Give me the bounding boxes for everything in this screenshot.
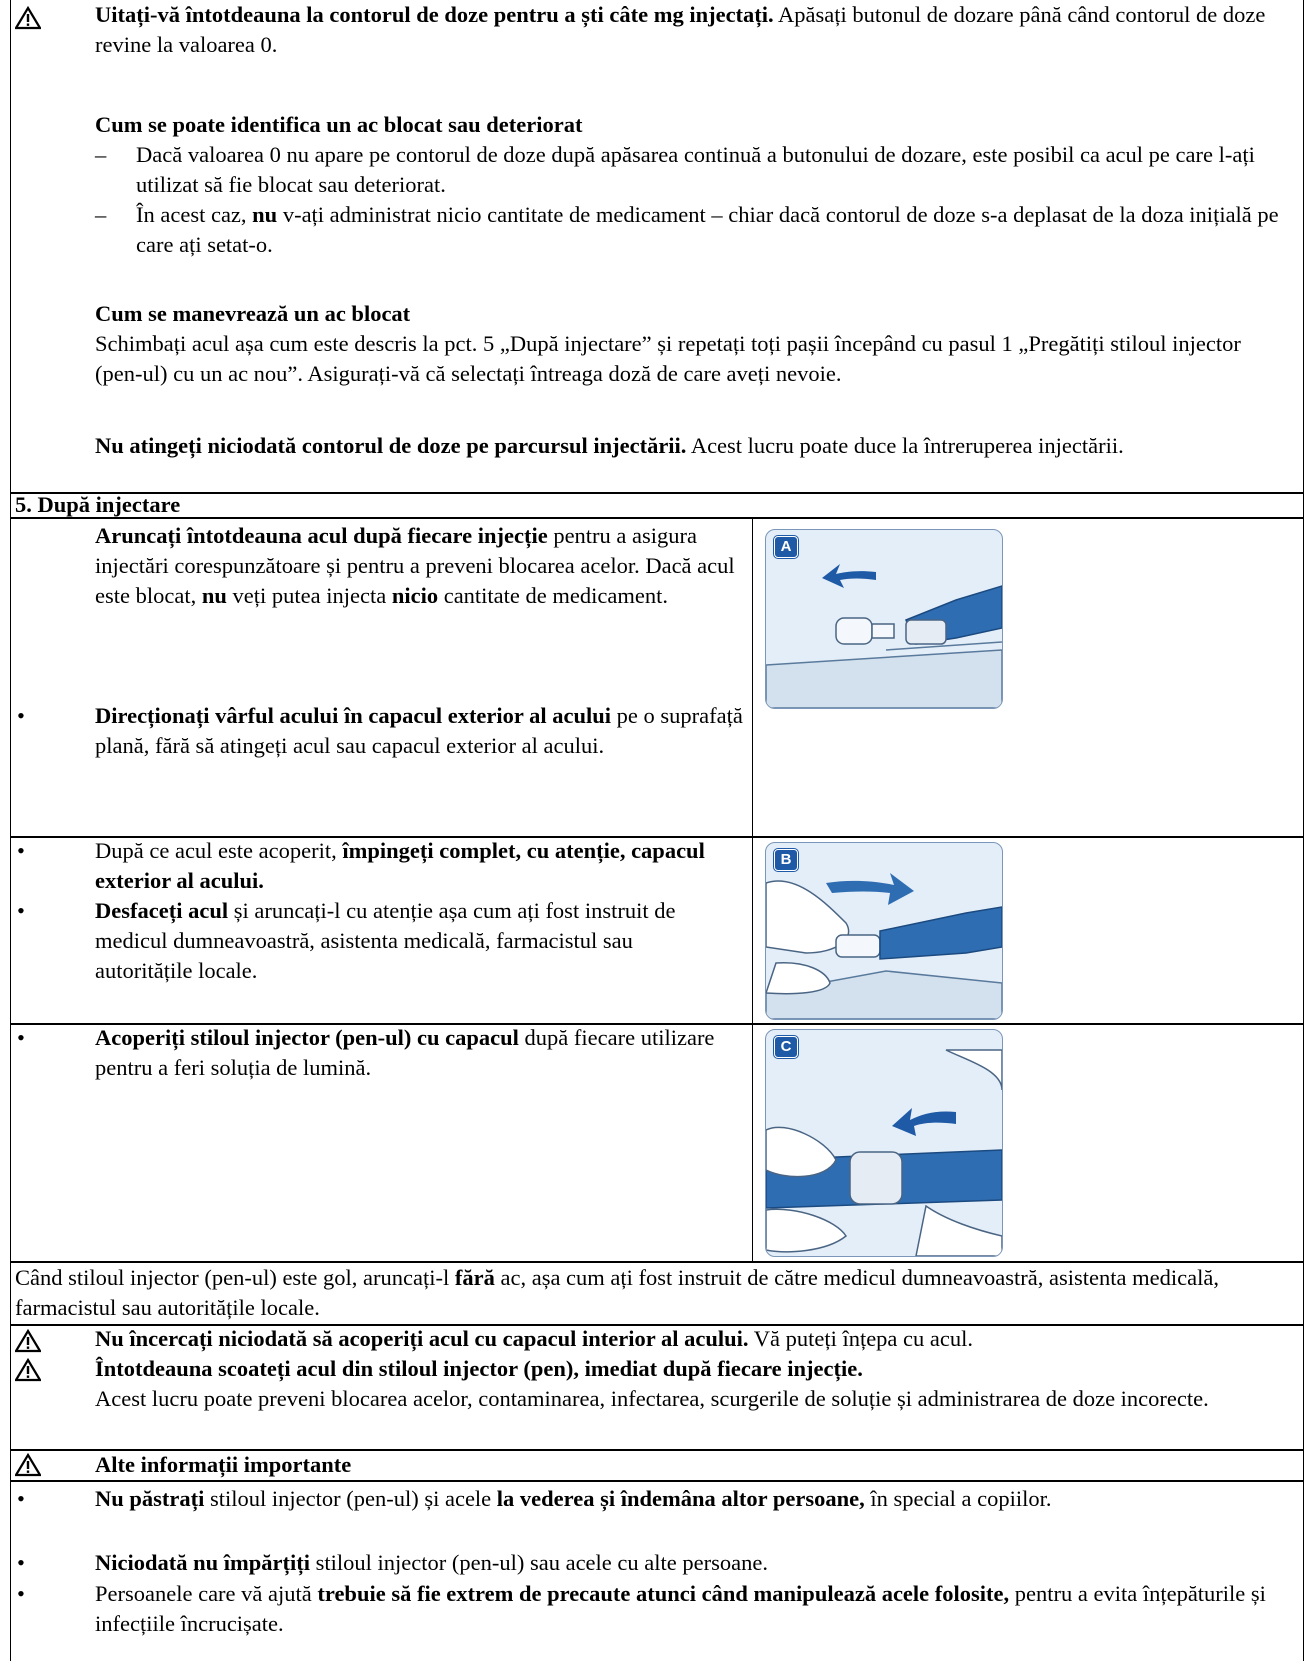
list-item: Persoanele care vă ajută trebuie să fie extrem de precaute atunci când manipulează acele folosite, pentru a evita înțepăturile și infecțiile încrucișate. (95, 1581, 1266, 1636)
figure-label: B (774, 849, 798, 871)
list-item: Niciodată nu împărțiți stiloul injector (pen-ul) sau acele cu alte persoane. (95, 1550, 768, 1575)
push-cap-text: După ce acul este acoperit, împingeți complet, cu atenție, capacul exterior al acului. (95, 838, 705, 893)
discard-needle-text: Aruncați întotdeauna acul după fiecare injecție pentru a asigura injectări corespunzătoare și pentru a preveni blocarea acelor. Dacă acul este blocat, nu veți putea injecta nicio cantitate de medicament. (95, 523, 735, 608)
figure-a (765, 529, 1003, 709)
other-info-header (10, 1450, 1304, 1481)
handle-needle-text: Schimbați acul așa cum este descris la pct. 5 „După injectare” și repetați toți pașii începând cu pasul 1 „Pregătiți stiloul injector (pen-ul) cu un ac nou”. Asigurați-vă că selectați întreaga doză de care aveți nevoie. (95, 331, 1241, 386)
warnings-row (10, 1325, 1304, 1450)
handle-needle-heading: Cum se manevrează un ac blocat (95, 301, 411, 326)
figure-label: C (774, 1036, 798, 1058)
empty-pen-text: Când stiloul injector (pen-ul) este gol, aruncați-l fără ac, așa cum ați fost instruit de către medicul dumneavoastră, asistenta medicală, farmacistul sau autoritățile locale. (15, 1265, 1219, 1320)
step-row-a: Aruncați întotdeauna acul după fiecare injecție pentru a asigura injectări corespunzătoare și pentru a preveni blocarea acelor. Dacă acul este blocat, nu veți putea injecta nicio cantitate de medicament. • Direcționați vârful acului în capacul exterior al acului pe o suprafață plană, fără să atingeți acul sau capacul exterior al acului. A (10, 518, 1304, 837)
blocked-dash-item: – În acest caz, nu v-ați administrat nicio cantitate de medicament – chiar dacă contorul de doze s-a deplasat de la doza inițială pe care ați setat-o. (95, 202, 1279, 257)
empty-pen-row (10, 1262, 1304, 1325)
needle-cap-illustration (766, 530, 1002, 708)
remove-needle-illustration (766, 843, 1002, 1019)
cap-pen-text: Acoperiți stiloul injector (pen-ul) cu capacul după fiecare utilizare pentru a feri soluția de lumină. (95, 1025, 715, 1080)
top-section (10, 0, 1304, 493)
unscrew-needle-text: Desfaceți acul și aruncați-l cu atenție așa cum ați fost instruit de medicul dumneavoastră, asistenta medicală, farmacistul sau autoritățile locale. (95, 898, 676, 983)
step-row-c: • Acoperiți stiloul injector (pen-ul) cu capacul după fiecare utilizare pentru a feri soluția de lumină. C (10, 1024, 1304, 1262)
other-info-heading: Alte informații importante (95, 1452, 352, 1477)
cap-pen-illustration (766, 1030, 1002, 1256)
warning-dose-counter: Uitați-vă întotdeauna la contorul de doze pentru a ști câte mg injectați. Apăsați butonul de dozare până când contorul de doze revine la valoarea 0. (95, 2, 1266, 57)
document-frame (10, 0, 1304, 1661)
remove-needle-warning: Întotdeauna scoateți acul din stiloul injector (pen), imediat după fiecare injecție. (95, 1356, 863, 1381)
cap-needle-text: Direcționați vârful acului în capacul exterior al acului pe o suprafață plană, fără să atingeți acul sau capacul exterior al acului. (95, 703, 743, 758)
section5-header (10, 493, 1304, 518)
blocked-dash-item: – Dacă valoarea 0 nu apare pe contorul de doze după apăsarea continuă a butonului de dozare, este posibil ca acul pe care l-ați utilizat să fie blocat sau deteriorat. (95, 142, 1255, 197)
figure-b (765, 842, 1003, 1020)
blocked-needle-heading: Cum se poate identifica un ac blocat sau deteriorat (95, 112, 583, 137)
remove-needle-detail: Acest lucru poate preveni blocarea acelor, contaminarea, infectarea, scurgerile de soluție și administrarea de doze incorecte. (95, 1386, 1209, 1411)
step-row-b: • După ce acul este acoperit, împingeți complet, cu atenție, capacul exterior al acului. • Desfaceți acul și aruncați-l cu atenție așa cum ați fost instruit de medicul dumneavoastră, asistenta medicală, farmacistul sau autoritățile locale. B (10, 837, 1304, 1024)
list-item: Nu păstrați stiloul injector (pen-ul) și acele la vederea și îndemâna altor persoane, în special a copiilor. (95, 1486, 1052, 1511)
figure-c (765, 1029, 1003, 1257)
other-info-list: • Nu păstrați stiloul injector (pen-ul) și acele la vederea și îndemâna altor persoane, în special a copiilor. • Niciodată nu împărțiți stiloul injector (pen-ul) sau acele cu alte persoane. • Persoanele care vă ajută trebuie să fie extrem de precaute atunci când manipulează acele folosite, pentru a evita înțepăturile și infecțiile încrucișate. (10, 1481, 1304, 1661)
no-recap-text: Nu încercați niciodată să acoperiți acul cu capacul interior al acului. Vă puteți înțepa cu acul. (95, 1326, 974, 1351)
section-title: 5. După injectare (15, 492, 181, 517)
never-touch-text: Nu atingeți niciodată contorul de doze pe parcursul injectării. Acest lucru poate duce la întreruperea injectării. (95, 433, 1124, 458)
figure-label: A (774, 536, 798, 558)
